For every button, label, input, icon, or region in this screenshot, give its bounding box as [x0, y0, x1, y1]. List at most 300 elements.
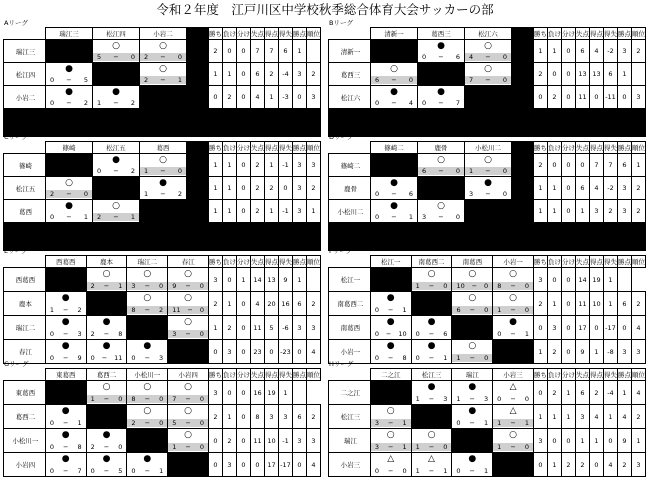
stat-value: 0	[237, 200, 251, 223]
stat-value: 11	[250, 316, 264, 340]
stat-value: -2	[604, 177, 618, 200]
score-against: 5	[118, 467, 123, 475]
match-cell	[86, 381, 127, 405]
row-team: 小岩二	[4, 86, 46, 109]
match-cell	[140, 177, 187, 200]
score-for: 0	[49, 467, 54, 475]
stat-value: 0	[293, 86, 307, 109]
match-cell	[493, 316, 534, 340]
stat-header: 負け	[548, 28, 562, 40]
stat-value: 4	[603, 453, 617, 477]
stat-header: 勝ち	[534, 142, 548, 154]
result-icon: ●	[509, 317, 518, 327]
stat-value: 6	[251, 63, 265, 86]
stat-value: -8	[603, 340, 617, 364]
score-against: 0	[524, 443, 529, 451]
score-against: 0	[402, 467, 407, 475]
match-score	[493, 419, 533, 427]
score-dash: −	[469, 306, 476, 314]
stat-value	[632, 63, 646, 86]
match-cell	[46, 200, 93, 223]
stat-value: 4	[590, 40, 604, 63]
match-score	[418, 99, 464, 107]
stat-value: 2	[208, 405, 222, 429]
stat-header: 勝ち	[209, 142, 223, 154]
stat-value: 0	[589, 453, 603, 477]
team-row	[329, 292, 646, 316]
stat-value: 3	[293, 63, 307, 86]
column-team: 篠崎	[46, 142, 93, 154]
match-score	[46, 306, 86, 314]
row-team: 二之江	[329, 381, 371, 405]
score-against: 1	[159, 467, 164, 475]
match-cell	[140, 40, 187, 63]
stat-value: 0	[562, 200, 576, 223]
score-dash: −	[388, 306, 394, 314]
score-dash: −	[144, 419, 151, 427]
stat-header: 得失	[278, 256, 292, 268]
stat-value: 2	[632, 200, 646, 223]
match-score	[412, 395, 452, 403]
score-for: 4	[469, 53, 474, 61]
score-dash: −	[63, 306, 69, 314]
stat-value: 1	[223, 200, 237, 223]
score-against: 0	[199, 443, 204, 451]
score-dash: −	[160, 167, 166, 175]
stat-value: 6	[617, 292, 631, 316]
stat-value: 6	[618, 154, 632, 177]
stat-value: 2	[575, 453, 589, 477]
stat-value: 0	[562, 40, 576, 63]
stat-value: 1	[265, 154, 279, 177]
header-row	[4, 142, 321, 154]
row-team: 葛西二	[4, 405, 46, 429]
result-icon: ●	[112, 87, 120, 97]
filler-cell	[187, 200, 209, 223]
stat-value: 1	[589, 340, 603, 364]
stat-header: 分け	[562, 28, 576, 40]
stat-value: 0	[208, 340, 222, 364]
self-match-cell	[140, 200, 187, 223]
stat-value: 1	[534, 177, 548, 200]
score-dash: −	[144, 354, 151, 362]
stat-value: 3	[617, 340, 631, 364]
filler-cell	[187, 28, 209, 40]
match-cell	[86, 268, 127, 292]
row-team: 瑞江三	[4, 40, 46, 63]
score-against: 6	[443, 330, 448, 338]
stat-value: 1	[603, 292, 617, 316]
stat-header: 勝点	[618, 28, 632, 40]
score-against: 1	[118, 282, 123, 290]
score-against: 3	[77, 330, 82, 338]
self-match-cell	[168, 453, 209, 477]
stat-header: 勝ち	[208, 369, 222, 381]
match-score	[168, 306, 208, 314]
stat-value: 4	[590, 177, 604, 200]
stat-value: 3	[575, 405, 589, 429]
score-for: 1	[172, 443, 177, 451]
team-row	[329, 40, 646, 63]
score-for: 8	[131, 306, 136, 314]
stat-value: 3	[293, 200, 307, 223]
result-icon: ●	[61, 317, 70, 327]
score-against: 0	[159, 282, 164, 290]
stat-value: 4	[250, 292, 264, 316]
stat-header: 失点	[250, 256, 264, 268]
stat-value: 1	[618, 63, 632, 86]
self-match-cell	[86, 292, 127, 316]
stat-value: 1	[209, 177, 223, 200]
match-score	[418, 167, 464, 175]
stat-value	[307, 40, 321, 63]
match-cell	[140, 63, 187, 86]
score-dash: −	[160, 53, 166, 61]
stat-value: 0	[292, 340, 306, 364]
stat-header: 負け	[547, 369, 561, 381]
match-score	[418, 53, 464, 61]
stat-value: 1	[236, 268, 250, 292]
stat-value: 2	[547, 340, 561, 364]
result-icon: ●	[484, 178, 492, 188]
league-name: Eリーグ	[4, 247, 28, 255]
match-score	[168, 330, 208, 338]
match-score	[140, 190, 186, 198]
score-for: 0	[131, 354, 136, 362]
match-cell	[411, 268, 452, 292]
match-cell	[45, 292, 86, 316]
match-cell	[370, 405, 411, 429]
stat-value: 1	[534, 40, 548, 63]
score-against: 0	[484, 282, 489, 290]
stat-value: 3	[293, 154, 307, 177]
stat-value: 4	[589, 405, 603, 429]
score-for: 0	[375, 190, 380, 198]
stat-value: 0	[547, 268, 561, 292]
match-cell	[127, 453, 168, 477]
stat-value: 1	[547, 292, 561, 316]
stat-value: 4	[251, 86, 265, 109]
stat-header: 分け	[561, 256, 575, 268]
score-against: 2	[77, 306, 82, 314]
stat-value: 7	[590, 154, 604, 177]
stat-value: 3	[292, 429, 306, 453]
stat-value: 7	[604, 154, 618, 177]
match-score	[412, 443, 452, 451]
stat-value: -11	[604, 86, 618, 109]
result-icon: ●	[427, 341, 436, 351]
score-against: 0	[118, 443, 123, 451]
result-icon: ○	[65, 178, 73, 188]
stat-header: 得点	[589, 256, 603, 268]
stat-value: -1	[279, 154, 293, 177]
result-icon: ○	[184, 382, 193, 392]
stat-value: -1	[278, 429, 292, 453]
stat-value: 3	[618, 177, 632, 200]
stat-value: 0	[561, 429, 575, 453]
match-cell	[93, 200, 140, 223]
score-for: 0	[422, 99, 427, 107]
stat-header: 失点	[576, 142, 590, 154]
score-for: 3	[131, 282, 136, 290]
score-against: 8	[118, 330, 123, 338]
stat-header: 負け	[547, 256, 561, 268]
stat-value: 0	[618, 86, 632, 109]
match-cell	[93, 86, 140, 109]
row-team: 松江六	[329, 86, 371, 109]
score-against: 2	[130, 167, 135, 175]
score-against: 3	[159, 354, 164, 362]
filler-cell	[512, 28, 534, 40]
score-dash: −	[160, 190, 166, 198]
match-score	[140, 53, 186, 61]
stat-value: 2	[632, 177, 646, 200]
match-cell	[452, 453, 493, 477]
score-against: 1	[484, 419, 489, 427]
score-dash: −	[66, 190, 72, 198]
row-team: 葛西	[4, 200, 46, 223]
score-against: 0	[524, 282, 529, 290]
column-team: 鹿骨	[418, 142, 465, 154]
score-dash: −	[185, 282, 191, 290]
stat-header: 勝ち	[208, 256, 222, 268]
result-icon: ●	[61, 454, 70, 464]
stat-header: 得点	[589, 369, 603, 381]
self-match-cell	[45, 268, 86, 292]
match-cell	[168, 268, 209, 292]
stat-value: 2	[548, 86, 562, 109]
corner-cell	[329, 256, 371, 268]
stat-value: 3	[618, 40, 632, 63]
score-against: 0	[455, 167, 460, 175]
score-dash: −	[66, 76, 72, 84]
match-score	[371, 213, 417, 221]
stat-value: 6	[575, 381, 589, 405]
score-against: 0	[408, 76, 413, 84]
corner-cell	[4, 142, 46, 154]
standings-table	[3, 141, 321, 251]
stat-value: 2	[534, 63, 548, 86]
stat-value: 1	[222, 292, 236, 316]
self-match-cell	[86, 405, 127, 429]
stat-header: 勝点	[617, 256, 631, 268]
score-against: 0	[443, 282, 448, 290]
row-team: 小岩四	[4, 453, 46, 477]
result-icon: ●	[437, 87, 445, 97]
stat-value: -17	[278, 453, 292, 477]
match-score	[168, 419, 208, 427]
stat-value: 1	[603, 405, 617, 429]
stat-value: 2	[251, 177, 265, 200]
result-icon: ○	[102, 269, 111, 279]
result-icon: ○	[184, 269, 192, 279]
match-score	[46, 190, 92, 198]
match-cell	[418, 200, 465, 223]
score-for: 1	[456, 395, 461, 403]
score-dash: −	[391, 76, 397, 84]
match-cell	[411, 453, 452, 477]
score-for: 3	[172, 330, 177, 338]
stat-value: 0	[547, 429, 561, 453]
score-dash: −	[113, 167, 119, 175]
stat-value: 9	[278, 268, 292, 292]
team-row	[329, 200, 646, 223]
match-cell	[127, 381, 168, 405]
match-cell	[370, 292, 411, 316]
score-dash: −	[391, 99, 397, 107]
match-cell	[465, 177, 512, 200]
corner-cell	[4, 369, 46, 381]
match-score	[168, 443, 208, 451]
score-dash: −	[428, 330, 435, 338]
row-team: 瑞江	[329, 429, 371, 453]
stat-value: 16	[250, 381, 264, 405]
stat-value: 1	[222, 405, 236, 429]
score-for: 0	[49, 443, 54, 451]
match-score	[127, 419, 167, 427]
stat-value: 2	[534, 154, 548, 177]
team-row	[329, 453, 646, 477]
filler-cell	[187, 86, 209, 109]
score-for: 2	[50, 190, 55, 198]
stat-value: -1	[279, 200, 293, 223]
score-against: 1	[402, 443, 407, 451]
result-icon: ●	[102, 317, 111, 327]
league-name: Cリーグ	[4, 133, 29, 141]
stat-value: -4	[279, 63, 293, 86]
score-for: 1	[497, 443, 502, 451]
stat-value: 19	[589, 268, 603, 292]
score-for: 1	[456, 354, 461, 362]
score-against: 1	[77, 419, 82, 427]
stat-value: 6	[604, 63, 618, 86]
stat-value: 23	[250, 340, 264, 364]
league-e	[3, 247, 321, 360]
score-for: 7	[469, 76, 474, 84]
stat-header: 失点	[575, 256, 589, 268]
stat-header: 順位	[631, 256, 645, 268]
team-row	[4, 177, 321, 200]
score-against: 0	[484, 306, 489, 314]
filler-cell	[512, 63, 534, 86]
result-icon: ●	[386, 317, 395, 327]
score-against: 1	[408, 213, 413, 221]
row-team: 小松川一	[4, 429, 46, 453]
match-score	[87, 395, 127, 403]
score-for: 0	[131, 467, 136, 475]
score-for: 2	[90, 330, 95, 338]
self-match-cell	[411, 292, 452, 316]
stat-header: 失点	[251, 142, 265, 154]
team-row	[329, 381, 646, 405]
row-team: 松江四	[4, 63, 46, 86]
stat-value: 0	[562, 86, 576, 109]
stat-value: 1	[223, 63, 237, 86]
score-for: 8	[497, 282, 502, 290]
team-row	[329, 316, 646, 340]
match-cell	[371, 63, 418, 86]
stat-value: 1	[293, 40, 307, 63]
score-against: 0	[199, 330, 204, 338]
match-cell	[371, 86, 418, 109]
stat-value: 0	[533, 316, 547, 340]
match-score	[140, 76, 186, 84]
team-row	[4, 405, 321, 429]
row-team: 篠崎	[4, 154, 46, 177]
stat-value: 6	[576, 40, 590, 63]
match-cell	[45, 405, 86, 429]
score-against: 8	[77, 443, 82, 451]
header-row	[4, 28, 321, 40]
stat-value	[617, 268, 631, 292]
stat-value: 4	[306, 340, 320, 364]
stat-value: 1	[208, 316, 222, 340]
score-dash: −	[387, 467, 394, 475]
match-cell	[411, 429, 452, 453]
stat-header: 分け	[237, 28, 251, 40]
stat-value: 1	[209, 200, 223, 223]
match-score	[452, 306, 492, 314]
stat-value: 0	[222, 381, 236, 405]
stat-value: 0	[603, 429, 617, 453]
stat-header: 勝ち	[533, 369, 547, 381]
stat-header: 順位	[632, 28, 646, 40]
score-for: 0	[97, 167, 102, 175]
stat-header: 得点	[265, 28, 279, 40]
stat-value: 0	[236, 381, 250, 405]
score-dash: −	[103, 467, 110, 475]
stat-value: 8	[250, 405, 264, 429]
score-for: 0	[90, 354, 95, 362]
stat-value: 4	[306, 453, 320, 477]
stat-value: 1	[575, 429, 589, 453]
result-icon: ○	[112, 41, 120, 51]
result-icon: ●	[112, 155, 120, 165]
row-team: 清新一	[329, 40, 371, 63]
column-team: 南葛西二	[411, 256, 452, 268]
stat-header: 勝点	[293, 28, 307, 40]
stat-value: 3	[306, 316, 320, 340]
score-dash: −	[485, 167, 491, 175]
match-score	[493, 330, 533, 338]
stat-value: 0	[590, 86, 604, 109]
match-score	[168, 395, 208, 403]
result-icon: ○	[184, 430, 193, 440]
match-cell	[86, 429, 127, 453]
match-score	[452, 395, 492, 403]
stat-header: 順位	[631, 369, 645, 381]
standings-table	[328, 368, 646, 477]
score-dash: −	[510, 330, 516, 338]
stat-value: 1	[548, 200, 562, 223]
league-a	[3, 19, 321, 132]
score-dash: −	[469, 467, 475, 475]
score-dash: −	[144, 282, 151, 290]
self-match-cell	[46, 154, 93, 177]
match-score	[371, 190, 417, 198]
score-dash: −	[428, 354, 435, 362]
score-dash: −	[187, 306, 193, 314]
result-icon: ●	[437, 41, 445, 51]
match-score	[93, 53, 139, 61]
score-for: 3	[422, 213, 427, 221]
match-score	[46, 419, 86, 427]
stat-header: 得失	[603, 256, 617, 268]
stat-header: 失点	[575, 369, 589, 381]
score-dash: −	[510, 443, 516, 451]
match-cell	[86, 453, 127, 477]
stat-value: 11	[576, 86, 590, 109]
